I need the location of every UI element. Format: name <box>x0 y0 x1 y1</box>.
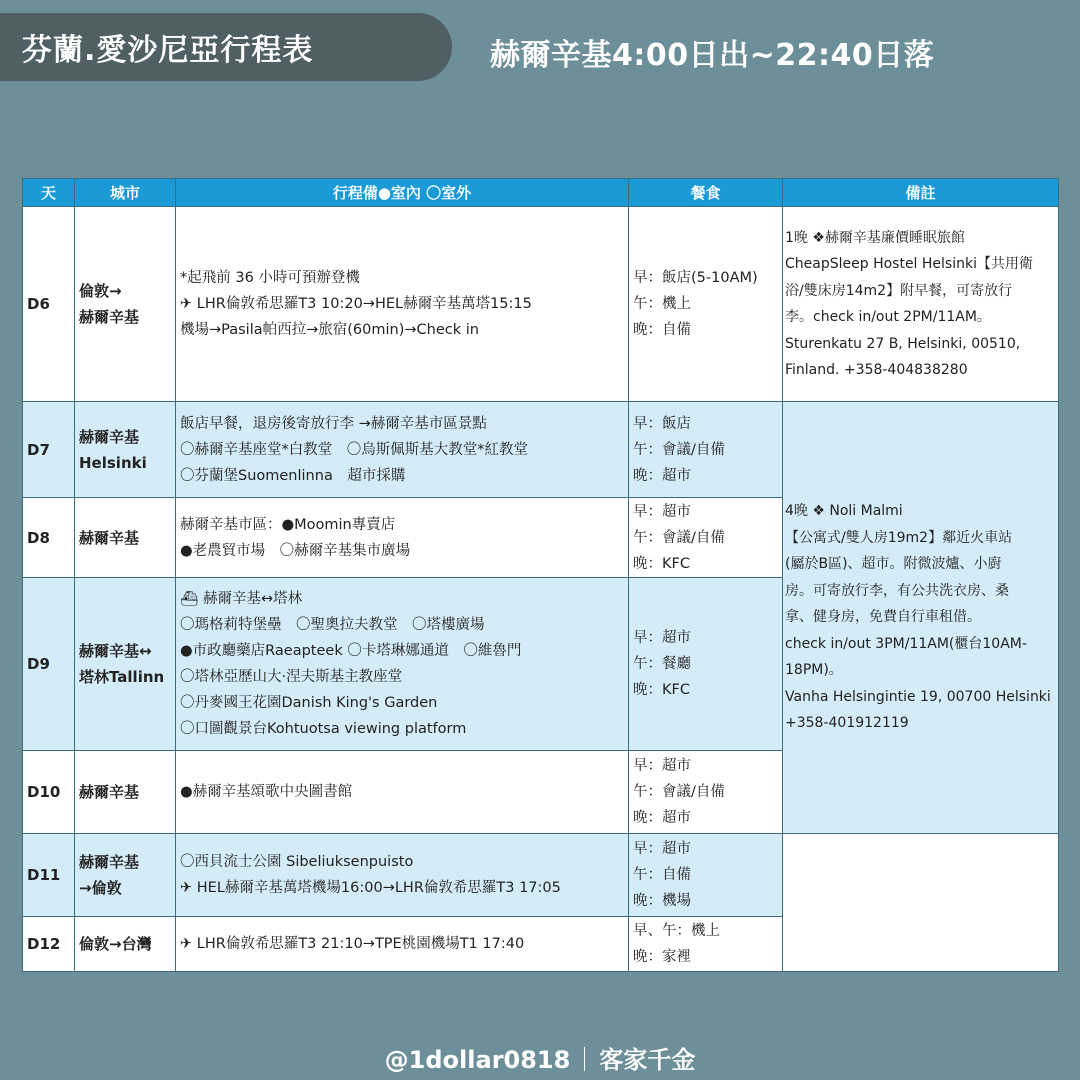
note-line: (屬於B區)、超市。附微波爐、小廚 <box>785 556 1002 573</box>
city-cell <box>75 578 176 751</box>
note-line: 1晚 ❖赫爾辛基廉價睡眠旅館 <box>785 229 965 246</box>
plan-line: ●老農貿市場 〇赫爾辛基集市廣場 <box>180 542 411 559</box>
meal-line: 早：超市 <box>633 758 691 774</box>
meal-line: 午：機上 <box>633 296 691 312</box>
itinerary-table <box>22 178 1059 972</box>
day-cell: D11 <box>23 834 75 917</box>
meal-line: 晚：機場 <box>633 893 691 909</box>
note-line: 4晚 ❖ Noli Malmi <box>785 503 903 520</box>
note-line: 房。可寄放行李，有公共洗衣房、桑 <box>785 582 1009 599</box>
city-line: 赫爾辛基 <box>79 853 140 871</box>
meal-line: 晚：家裡 <box>633 949 691 965</box>
plan-line: 〇口圖觀景台Kohtuotsa viewing platform <box>180 721 467 737</box>
page-title: 芬蘭.愛沙尼亞行程表 <box>0 13 452 81</box>
meal-line: 晚：超市 <box>633 467 691 484</box>
note-line: CheapSleep Hostel Helsinki【共用衛 <box>785 256 1033 272</box>
plan-line-flight: ✈ LHR倫敦希思羅T3 10:20→HEL赫爾辛基萬塔15:15 <box>180 296 532 312</box>
city-line: 赫爾辛基 <box>79 528 140 547</box>
notes-cell-d6 <box>783 207 1059 402</box>
plan-cell <box>176 751 629 834</box>
plan-cell <box>176 402 629 498</box>
city-cell <box>75 917 176 972</box>
meals-cell <box>629 917 783 972</box>
city-cell <box>75 402 176 498</box>
meals-cell <box>629 498 783 578</box>
notes-cell-d7-d10 <box>783 402 1059 834</box>
sunrise-sunset-subtitle: 赫爾辛基4:00日出~22:40日落 <box>490 38 935 73</box>
note-line: 18PM)。 <box>785 662 843 679</box>
note-line: 浴/雙床房14m2】附早餐，可寄放行 <box>785 282 1013 299</box>
plan-line-flight: ✈ LHR倫敦希思羅T3 21:10→TPE桃園機場T1 17:40 <box>180 936 525 952</box>
day-cell: D9 <box>23 578 75 751</box>
day-cell: D7 <box>23 402 75 498</box>
meal-line: 早：超市 <box>633 630 691 646</box>
meal-line: 午：會議/自備 <box>633 529 725 546</box>
day-cell: D8 <box>23 498 75 578</box>
note-line: Vanha Helsingintie 19, 00700 Helsinki <box>785 688 1051 705</box>
city-line: 赫爾辛基 <box>79 308 140 326</box>
col-day-header: 天 <box>23 179 75 207</box>
city-line: 塔林Tallinn <box>79 668 165 686</box>
meal-line: 早：飯店 <box>633 415 691 432</box>
meal-line: 早：超市 <box>633 503 691 520</box>
note-line: check in/out 3PM/11AM(櫃台10AM- <box>785 635 1027 652</box>
city-line: 赫爾辛基 <box>79 783 140 801</box>
meals-cell <box>629 751 783 834</box>
col-city-header: 城市 <box>75 179 176 207</box>
city-line: 倫敦→ <box>79 282 122 300</box>
col-meals-header: 餐食 <box>629 179 783 207</box>
plan-line: ●赫爾辛基頌歌中央圖書館 <box>180 784 353 800</box>
plan-cell <box>176 578 629 751</box>
meal-line: 晚：超市 <box>633 810 691 826</box>
day-cell: D12 <box>23 917 75 972</box>
table-row-d6 <box>23 207 1059 402</box>
meal-line: 早：飯店(5-10AM) <box>633 270 758 286</box>
meals-cell <box>629 207 783 402</box>
city-line: Helsinki <box>79 453 147 472</box>
table-row-d7 <box>23 402 1059 498</box>
note-line: 李。check in/out 2PM/11AM。 <box>785 309 991 325</box>
footer-name: 客家千金 <box>599 1046 696 1074</box>
col-notes-header: 備註 <box>783 179 1059 207</box>
city-line: 赫爾辛基 <box>79 427 140 446</box>
meal-line: 午：會議/自備 <box>633 784 725 800</box>
plan-line: 〇瑪格莉特堡壘 〇聖奧拉夫教堂 〇塔樓廣場 <box>180 617 485 633</box>
table-row-d11 <box>23 834 1059 917</box>
itinerary-table-container <box>22 178 1058 972</box>
plan-line-flight: ✈ HEL赫爾辛基萬塔機場16:00→LHR倫敦希思羅T3 17:05 <box>180 880 561 896</box>
col-plan-header: 行程備●室內 〇室外 <box>176 179 629 207</box>
city-cell <box>75 207 176 402</box>
plan-line: 〇芬蘭堡Suomenlinna 超市採購 <box>180 467 406 484</box>
city-cell <box>75 498 176 578</box>
note-line: Sturenkatu 27 B, Helsinki, 00510, <box>785 335 1021 352</box>
meal-line: 早、午：機上 <box>633 923 720 939</box>
plan-cell <box>176 917 629 972</box>
table-header-row <box>23 179 1059 207</box>
footer-handle: @1dollar0818 <box>384 1046 571 1074</box>
meal-line: 晚：自備 <box>633 322 691 338</box>
plan-line: 〇丹麥國王花園Danish King's Garden <box>180 695 438 711</box>
meals-cell <box>629 578 783 751</box>
note-line: 【公寓式/雙人房19m2】鄰近火車站 <box>785 529 1013 546</box>
city-line: 赫爾辛基↔ <box>79 642 152 660</box>
meal-line: 午：餐廳 <box>633 656 691 672</box>
day-cell: D10 <box>23 751 75 834</box>
note-line: +358-401912119 <box>785 715 909 732</box>
meal-line: 午：會議/自備 <box>633 441 725 458</box>
footer-credit <box>0 1040 1080 1075</box>
note-line: Finland. +358-404838280 <box>785 362 968 378</box>
meal-line: 午：自備 <box>633 867 691 883</box>
city-cell <box>75 834 176 917</box>
meal-line: 晚：KFC <box>633 555 690 572</box>
plan-line: 〇西貝流士公園 Sibeliuksenpuisto <box>180 854 414 870</box>
plan-line: *起飛前 36 小時可預辦登機 <box>180 270 360 286</box>
meal-line: 晚：KFC <box>633 682 690 698</box>
plan-cell <box>176 834 629 917</box>
plan-line: 飯店早餐，退房後寄放行李 →赫爾辛基市區景點 <box>180 415 487 432</box>
city-line: →倫敦 <box>79 879 122 897</box>
plan-line: 〇赫爾辛基座堂*白教堂 〇烏斯佩斯基大教堂*紅教堂 <box>180 441 528 458</box>
plan-line-ferry: ⛴ 赫爾辛基↔塔林 <box>180 591 303 607</box>
plan-cell <box>176 498 629 578</box>
plan-cell <box>176 207 629 402</box>
note-line: 拿、健身房，免費自行車租借。 <box>785 609 981 626</box>
plan-line: ●市政廳藥店Raeapteek 〇卡塔琳娜通道 〇維魯門 <box>180 643 522 659</box>
meals-cell <box>629 402 783 498</box>
meals-cell <box>629 834 783 917</box>
plan-line: 機場→Pasila帕西拉→旅宿(60min)→Check in <box>180 322 479 338</box>
city-cell <box>75 751 176 834</box>
city-line: 倫敦→台灣 <box>79 935 152 953</box>
notes-cell-empty <box>783 834 1059 972</box>
plan-line: 〇塔林亞歷山大·涅夫斯基主教座堂 <box>180 669 403 685</box>
plan-line: 赫爾辛基市區：●Moomin專賣店 <box>180 516 396 533</box>
day-cell: D6 <box>23 207 75 402</box>
meal-line: 早：超市 <box>633 841 691 857</box>
footer-divider <box>584 1047 585 1071</box>
